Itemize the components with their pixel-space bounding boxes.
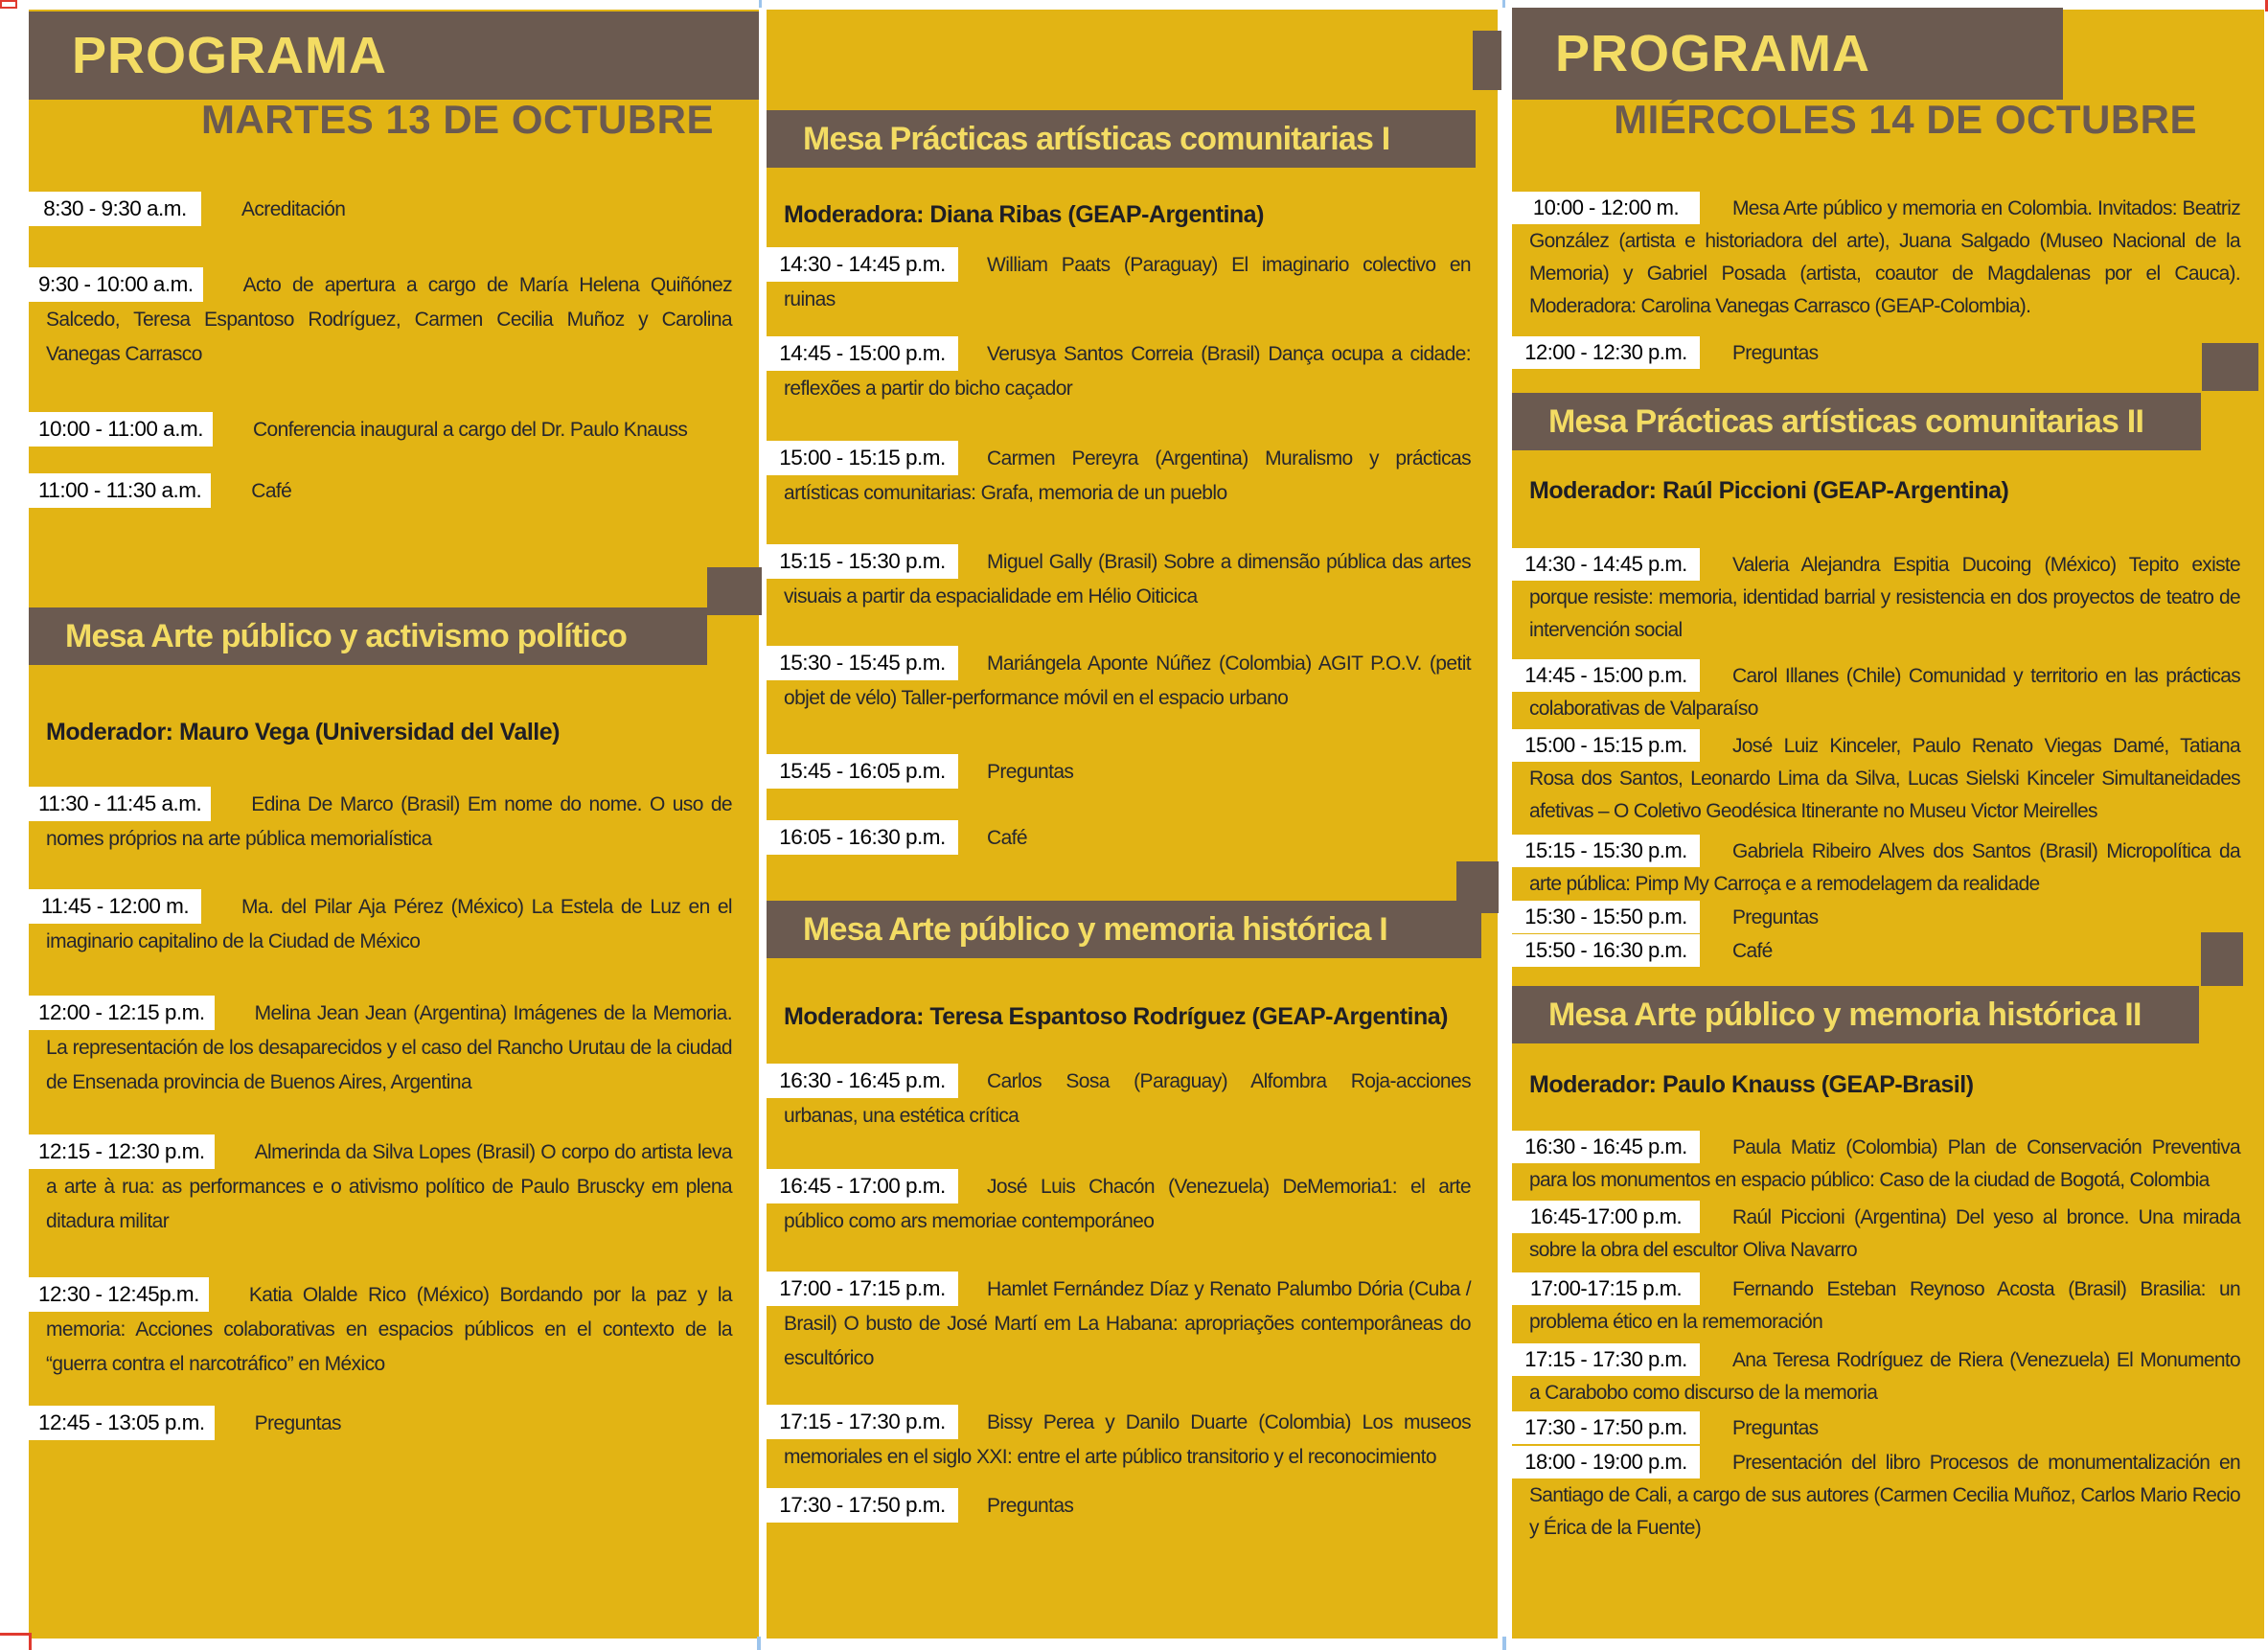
- session-desc: Melina Jean Jean (Argentina) Imágenes de la Memoria. La representación de los desaparecidos y el caso del Rancho Urutau de la ciudad de Ensenada provincia de Buenos Aires, Argentina: [46, 1002, 732, 1093]
- schedule-row: [29, 1134, 759, 1239]
- session-desc: Bissy Perea y Danilo Duarte (Colombia) Los museos memoriales en el siglo XXI: entre el arte público transitorio y el reconocimiento: [784, 1411, 1471, 1468]
- stair-square-decoration: [1456, 861, 1499, 913]
- schedule-row: [1512, 659, 2264, 725]
- time-chip: 12:45 - 13:05 p.m.: [29, 1406, 215, 1440]
- session-desc: Preguntas: [1732, 342, 1819, 364]
- schedule-row: [1512, 1343, 2264, 1409]
- schedule-row: [29, 889, 759, 959]
- panel-mesas-martes: [767, 10, 1498, 1639]
- registration-tick-top-2: [1502, 0, 1505, 8]
- time-chip: 17:15 - 17:30 p.m.: [1512, 1343, 1700, 1376]
- session-desc: Carlos Sosa (Paraguay) Alfombra Roja-acciones urbanas, una estética crítica: [784, 1070, 1471, 1127]
- session-desc: Almerinda da Silva Lopes (Brasil) O corpo do artista leva a arte à rua: as performances e o ativismo político de Paulo Bruscky em plena ditadura militar: [46, 1141, 732, 1232]
- time-chip: 12:00 - 12:15 p.m.: [29, 996, 215, 1030]
- crop-mark-top-left: [0, 0, 17, 9]
- moderator-line: [767, 198, 1498, 231]
- schedule-row: [767, 336, 1498, 406]
- time-chip: 11:45 - 12:00 m.: [29, 889, 201, 924]
- time-chip: 14:45 - 15:00 p.m.: [767, 336, 958, 371]
- session-desc: Acreditación: [241, 198, 346, 220]
- session-desc: Hamlet Fernández Díaz y Renato Palumbo Dória (Cuba / Brasil) O busto de José Martí em La Habana: apropriações contemporâneas do escultórico: [784, 1278, 1471, 1369]
- time-chip: 16:30 - 16:45 p.m.: [1512, 1131, 1700, 1163]
- session-desc: Paula Matiz (Colombia) Plan de Conservación Preventiva para los monumentos en espacio público: Caso de la ciudad de Bogotá, Colombia: [1529, 1136, 2240, 1191]
- session-desc: Café: [251, 480, 292, 502]
- schedule-miercoles: [1512, 10, 2264, 1545]
- time-chip: 17:30 - 17:50 p.m.: [767, 1488, 958, 1523]
- schedule-row: [767, 1405, 1498, 1475]
- schedule-row: [1512, 1411, 2264, 1445]
- stair-square-decoration: [707, 567, 762, 615]
- session-desc: Preguntas: [987, 1495, 1074, 1517]
- schedule-row: [1512, 192, 2264, 323]
- section-bar-memoria-2: [1512, 986, 2199, 1043]
- moderator-text: Moderador: Paulo Knauss (GEAP-Brasil): [1529, 1071, 1974, 1098]
- section-bar-comunitarias-1: [767, 110, 1476, 168]
- schedule-row: [29, 267, 759, 372]
- schedule-row: [1512, 1201, 2264, 1267]
- program-title: PROGRAMA: [1555, 25, 1870, 82]
- session-desc: Ma. del Pilar Aja Pérez (México) La Estela de Luz en el imaginario capitalino de la Ciudad de México: [46, 896, 732, 952]
- session-desc: Conferencia inaugural a cargo del Dr. Paulo Knauss: [252, 419, 688, 441]
- moderator-text: Moderador: Raúl Piccioni (GEAP-Argentina): [1529, 477, 2009, 504]
- time-chip: 15:15 - 15:30 p.m.: [767, 544, 958, 579]
- time-chip: 12:30 - 12:45p.m.: [29, 1277, 209, 1312]
- stair-square-decoration: [1473, 31, 1501, 90]
- registration-tick-top-1: [759, 0, 762, 8]
- schedule-row: [767, 441, 1498, 511]
- time-chip: 16:30 - 16:45 p.m.: [767, 1064, 958, 1098]
- schedule-row: [767, 544, 1498, 614]
- time-chip: 15:00 - 15:15 p.m.: [767, 441, 958, 475]
- schedule-row: [1512, 1446, 2264, 1545]
- panel-miercoles-14: [1512, 10, 2264, 1639]
- time-chip: 12:15 - 12:30 p.m.: [29, 1134, 215, 1169]
- session-desc: Mariángela Aponte Núñez (Colombia) AGIT P.O.V. (petit objet de vélo) Taller-performance móvil en el espacio urbano: [784, 653, 1471, 709]
- session-desc: Verusya Santos Correia (Brasil) Dança ocupa a cidade: reflexões a partir do bicho caçador: [784, 343, 1471, 400]
- schedule-row: [1512, 548, 2264, 647]
- schedule-row: [767, 646, 1498, 716]
- moderator-line: [1512, 474, 2264, 507]
- moderator-line: [1512, 1068, 2264, 1101]
- date-title-martes: MARTES 13 DE OCTUBRE: [200, 97, 714, 142]
- session-desc: Presentación del libro Procesos de monumentalización en Santiago de Cali, a cargo de sus autores (Carmen Cecilia Muñoz, Carlos Mario Recio y Érica de la Fuente): [1529, 1452, 2240, 1539]
- schedule-martes: [29, 10, 759, 1441]
- schedule-row: [29, 996, 759, 1100]
- schedule-row: [1512, 934, 2264, 968]
- session-desc: Gabriela Ribeiro Alves dos Santos (Brasil) Micropolítica da arte pública: Pimp My Carroça e a remodelagem da realidade: [1529, 840, 2240, 895]
- session-desc: Katia Olalde Rico (México) Bordando por la paz y la memoria: Acciones colaborativas en espacios públicos en el contexto de la “guerra contra el narcotráfico” en México: [46, 1284, 732, 1375]
- schedule-row: [1512, 336, 2264, 370]
- time-chip: 8:30 - 9:30 a.m.: [29, 192, 201, 226]
- schedule-row: [1512, 729, 2264, 828]
- stair-square-decoration: [2201, 932, 2243, 986]
- schedule-row: [1512, 1272, 2264, 1339]
- time-chip: 12:00 - 12:30 p.m.: [1512, 336, 1700, 369]
- time-chip: 15:15 - 15:30 p.m.: [1512, 835, 1700, 867]
- session-desc: Preguntas: [254, 1412, 341, 1434]
- crop-mark-bottom-left-v: [29, 1633, 32, 1650]
- time-chip: 15:45 - 16:05 p.m.: [767, 754, 958, 789]
- registration-tick-bottom-1: [757, 1637, 761, 1650]
- session-desc: Preguntas: [1732, 906, 1819, 928]
- schedule-row: [767, 247, 1498, 317]
- moderator-text: Moderadora: Teresa Espantoso Rodríguez (GEAP-Argentina): [784, 1003, 1448, 1030]
- schedule-row: [767, 1064, 1498, 1134]
- time-chip: 17:00 - 17:15 p.m.: [767, 1272, 958, 1306]
- time-chip: 15:30 - 15:50 p.m.: [1512, 901, 1700, 933]
- time-chip: 10:00 - 11:00 a.m.: [29, 412, 213, 447]
- moderator-text: Moderadora: Diana Ribas (GEAP-Argentina): [784, 201, 1264, 228]
- section-bar-memoria-1: [767, 901, 1481, 958]
- time-chip: 14:30 - 14:45 p.m.: [1512, 548, 1700, 581]
- schedule-row: [1512, 1131, 2264, 1197]
- session-desc: Café: [1732, 940, 1773, 962]
- section-title: Mesa Arte público y memoria histórica I: [803, 911, 1387, 948]
- time-chip: 11:30 - 11:45 a.m.: [29, 787, 211, 821]
- schedule-mesas: [767, 10, 1498, 1524]
- moderator-line: [29, 716, 759, 748]
- time-chip: 18:00 - 19:00 p.m.: [1512, 1446, 1700, 1478]
- session-desc: Fernando Esteban Reynoso Acosta (Brasil) Brasilia: un problema ético en la rememoración: [1529, 1278, 2240, 1333]
- schedule-row: [767, 820, 1498, 856]
- session-desc: Valeria Alejandra Espitia Ducoing (México) Tepito existe porque resiste: memoria, identidad barrial y resistencia en dos proyectos de teatro de intervención social: [1529, 554, 2240, 641]
- program-title: PROGRAMA: [72, 27, 387, 84]
- time-chip: 15:30 - 15:45 p.m.: [767, 646, 958, 680]
- section-bar-comunitarias-2: [1512, 393, 2201, 450]
- session-desc: Acto de apertura a cargo de María Helena Quiñónez Salcedo, Teresa Espantoso Rodríguez, Carmen Cecilia Muñoz y Carolina Vanegas Carrasco: [46, 274, 732, 365]
- moderator-line: [767, 1000, 1498, 1033]
- session-desc: Preguntas: [1732, 1417, 1819, 1439]
- moderator-text: Moderador: Mauro Vega (Universidad del Valle): [46, 719, 560, 745]
- session-desc: Ana Teresa Rodríguez de Riera (Venezuela) El Monumento a Carabobo como discurso de la memoria: [1529, 1349, 2240, 1404]
- schedule-row: [29, 1406, 759, 1441]
- session-desc: José Luis Chacón (Venezuela) DeMemoria1: el arte público como ars memoriae contemporáneo: [784, 1176, 1471, 1232]
- session-desc: William Paats (Paraguay) El imaginario colectivo en ruinas: [784, 254, 1471, 310]
- schedule-row: [29, 412, 759, 447]
- section-bar-activismo: [29, 607, 707, 665]
- session-desc: Preguntas: [987, 761, 1074, 783]
- schedule-row: [1512, 901, 2264, 934]
- schedule-row: [767, 1169, 1498, 1239]
- schedule-row: [29, 473, 759, 509]
- session-desc: Mesa Arte público y memoria en Colombia. Invitados: Beatriz González (artista e historiadora del arte), Juana Salgado (Museo Nacional de la Memoria) y Gabriel Posada (artista, coautor de Magdalenas por el Cauca). Moderadora: Carolina Vanegas Carrasco (GEAP-Colombia).: [1529, 197, 2240, 317]
- date-title-miercoles: MIÉRCOLES 14 DE OCTUBRE: [1614, 97, 2197, 142]
- stair-square-decoration: [2202, 343, 2258, 391]
- schedule-row: [767, 1272, 1498, 1376]
- session-desc: Carmen Pereyra (Argentina) Muralismo y prácticas artísticas comunitarias: Grafa, memoria de un pueblo: [784, 447, 1471, 504]
- section-title: Mesa Arte público y activismo político: [65, 618, 628, 654]
- session-desc: Edina De Marco (Brasil) Em nome do nome. O uso de nomes próprios na arte pública memorialística: [46, 793, 732, 850]
- time-chip: 17:00-17:15 p.m.: [1512, 1272, 1700, 1305]
- session-desc: Carol Illanes (Chile) Comunidad y territorio en las prácticas colaborativas de Valparaíso: [1529, 665, 2240, 720]
- crop-mark-bottom-left-h: [0, 1633, 31, 1636]
- schedule-row: [767, 1488, 1498, 1524]
- section-title: Mesa Prácticas artísticas comunitarias I: [803, 121, 1390, 157]
- time-chip: 10:00 - 12:00 m.: [1512, 192, 1700, 224]
- time-chip: 17:15 - 17:30 p.m.: [767, 1405, 958, 1439]
- time-chip: 17:30 - 17:50 p.m.: [1512, 1411, 1700, 1444]
- time-chip: 14:45 - 15:00 p.m.: [1512, 659, 1700, 692]
- time-chip: 16:45-17:00 p.m.: [1512, 1201, 1700, 1233]
- section-title: Mesa Arte público y memoria histórica II: [1548, 997, 2142, 1033]
- schedule-row: [29, 787, 759, 857]
- schedule-row: [29, 192, 759, 227]
- time-chip: 16:05 - 16:30 p.m.: [767, 820, 958, 855]
- session-desc: Raúl Piccioni (Argentina) Del yeso al bronce. Una mirada sobre la obra del escultor Oliva Navarro: [1529, 1206, 2240, 1261]
- time-chip: 16:45 - 17:00 p.m.: [767, 1169, 958, 1203]
- schedule-row: [1512, 835, 2264, 901]
- session-desc: Miguel Gally (Brasil) Sobre a dimensão pública das artes visuais a partir da espacialidade em Hélio Oiticica: [784, 551, 1471, 607]
- panel-martes-13: [29, 10, 759, 1639]
- session-desc: Café: [987, 827, 1027, 849]
- time-chip: 11:00 - 11:30 a.m.: [29, 473, 211, 508]
- schedule-row: [767, 754, 1498, 790]
- schedule-row: [29, 1277, 759, 1382]
- time-chip: 15:00 - 15:15 p.m.: [1512, 729, 1700, 762]
- time-chip: 14:30 - 14:45 p.m.: [767, 247, 958, 282]
- registration-tick-bottom-2: [1502, 1637, 1506, 1650]
- time-chip: 9:30 - 10:00 a.m.: [29, 267, 203, 302]
- section-title: Mesa Prácticas artísticas comunitarias II: [1548, 403, 2144, 440]
- session-desc: José Luiz Kinceler, Paulo Renato Viegas Damé, Tatiana Rosa dos Santos, Leonardo Lima da Silva, Lucas Sielski Kinceler Simultaneidades afetivas – O Coletivo Geodésica Itinerante no Museu Victor Meirelles: [1529, 735, 2240, 822]
- time-chip: 15:50 - 16:30 p.m.: [1512, 934, 1700, 967]
